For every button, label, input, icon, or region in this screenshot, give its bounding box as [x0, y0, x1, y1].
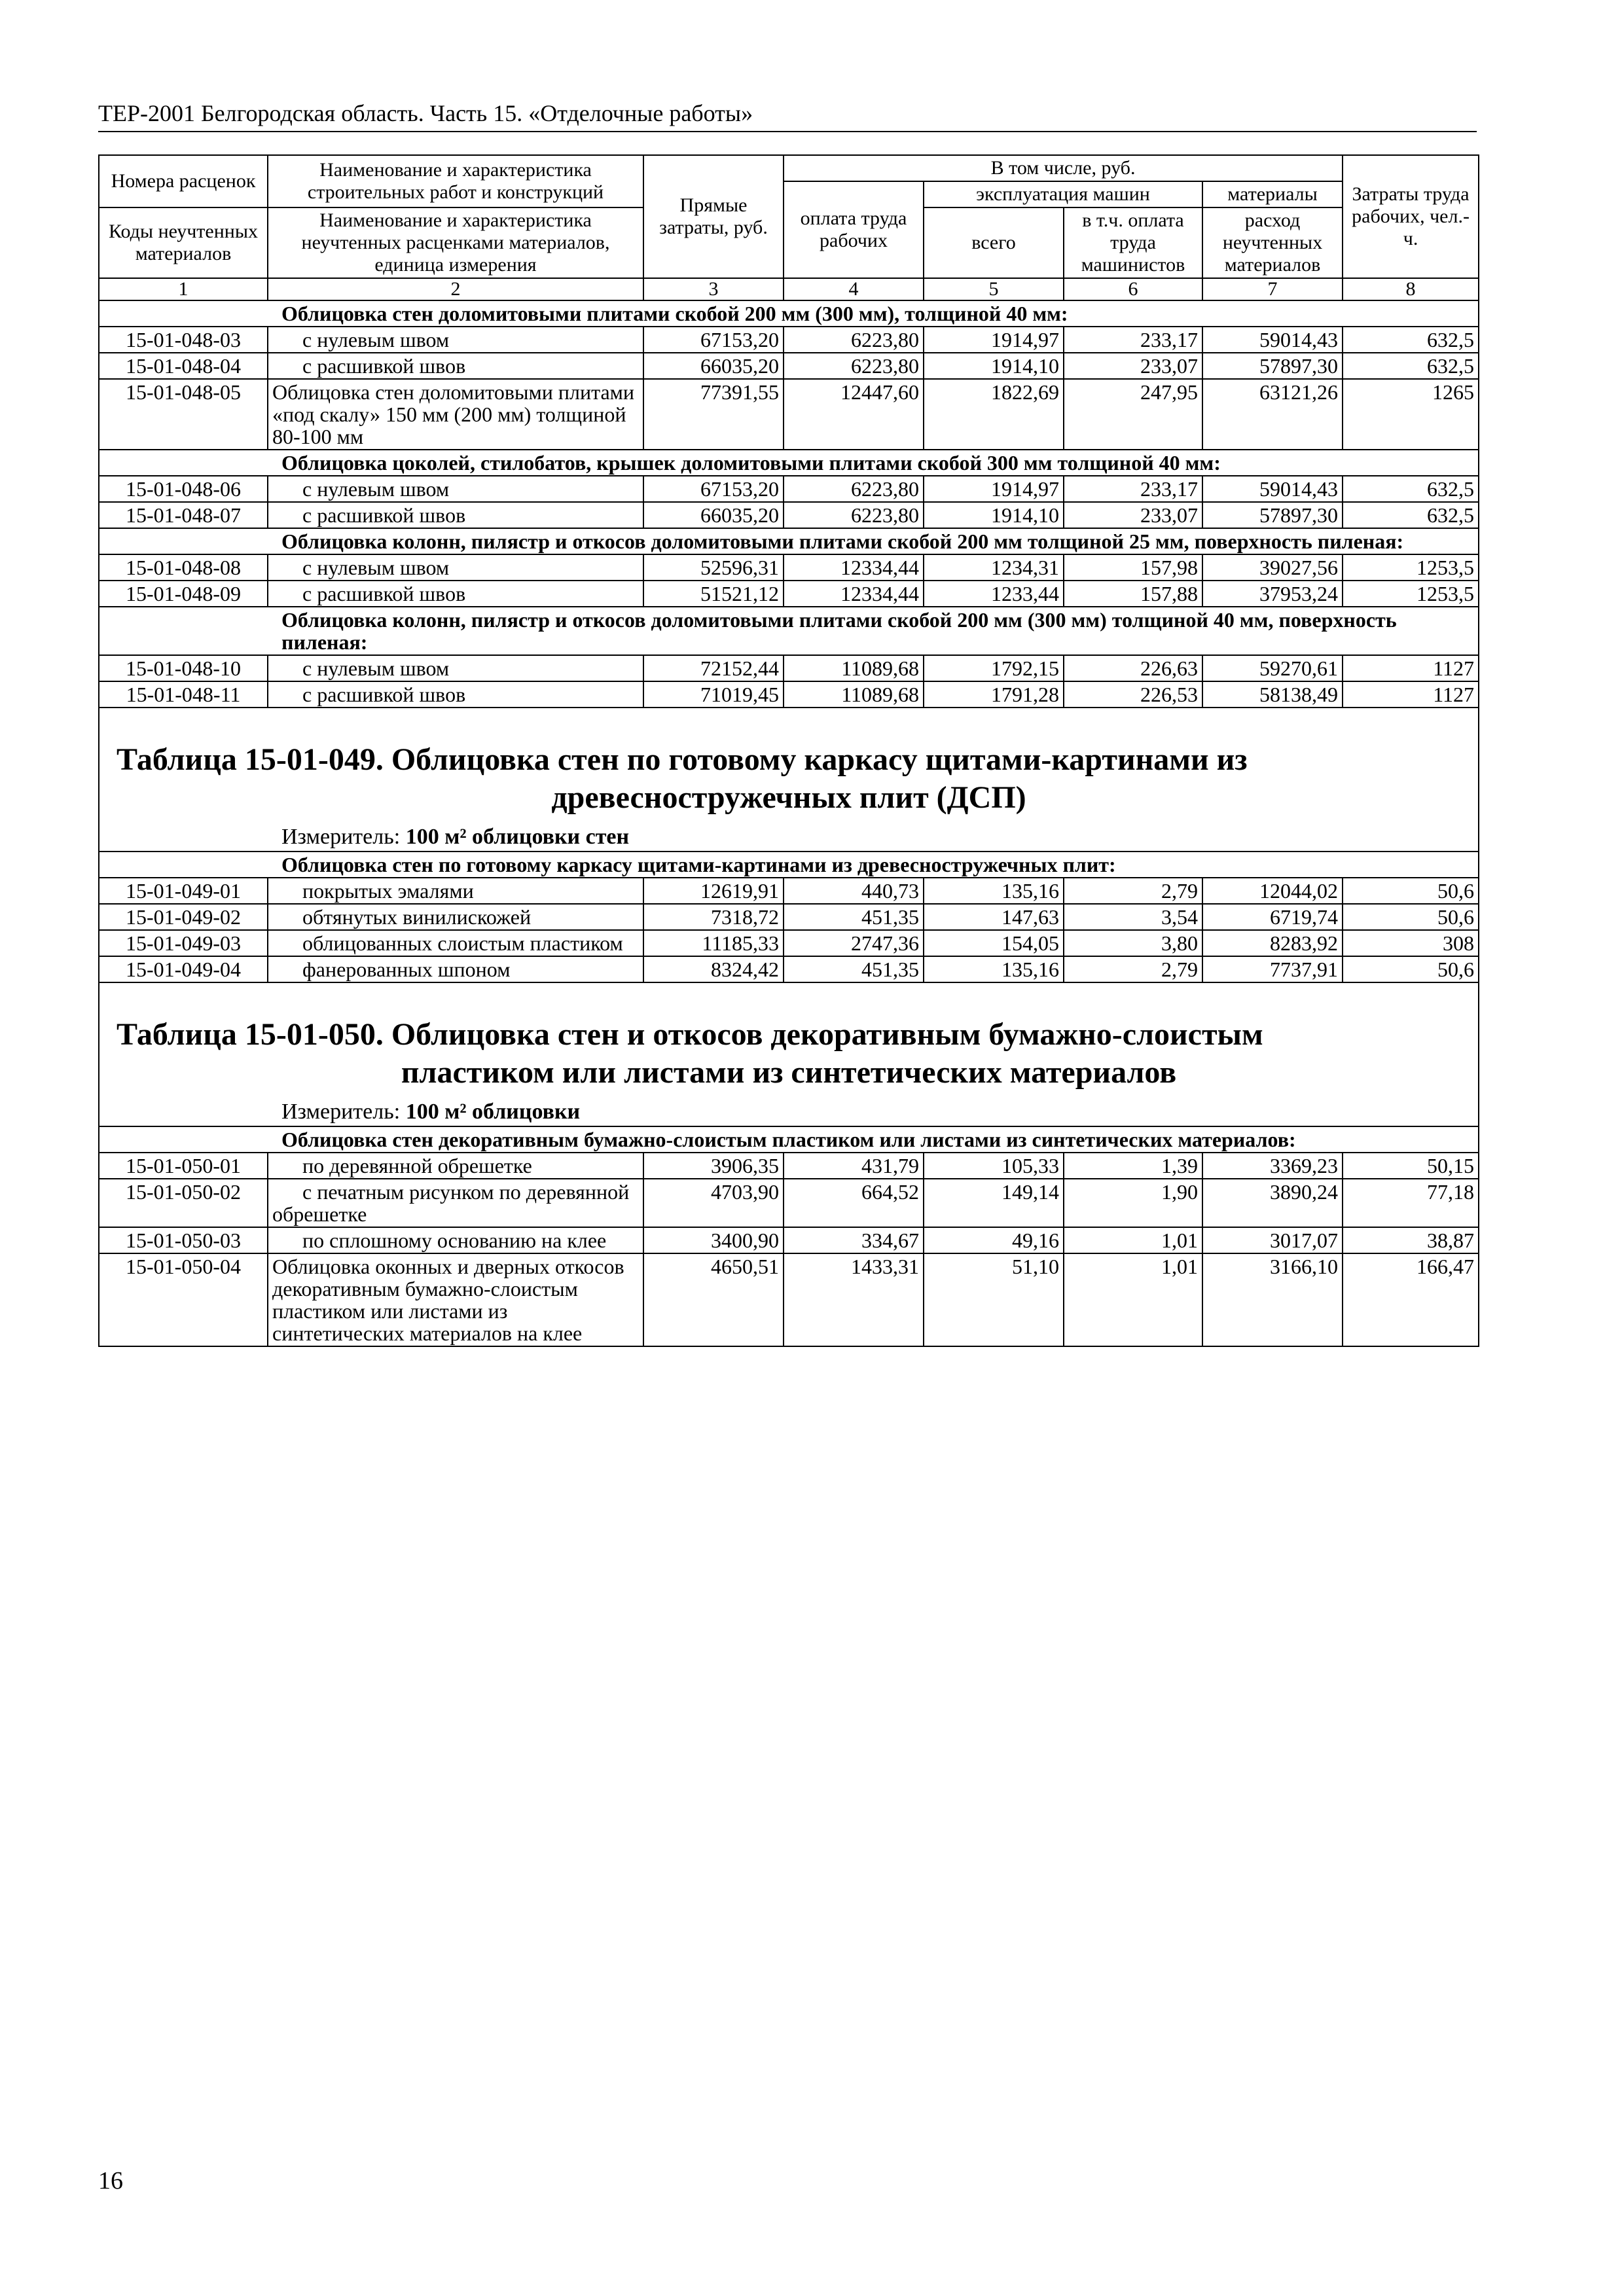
- value-hours: 308: [1343, 930, 1479, 956]
- value-labor: 12447,60: [784, 379, 924, 450]
- value-hours: 1253,5: [1343, 554, 1479, 581]
- value-mach: 1914,10: [924, 502, 1064, 528]
- value-mach-labor: 2,79: [1064, 956, 1202, 982]
- value-hours: 50,6: [1343, 878, 1479, 904]
- rate-code: 15-01-048-10: [99, 655, 268, 681]
- value-hours: 50,15: [1343, 1153, 1479, 1179]
- work-name: Облицовка стен доломитовыми плитами «под скалу» 150 мм (200 мм) толщиной 80-100 мм: [268, 379, 643, 450]
- header-machines-total: всего: [924, 207, 1064, 278]
- value-mach-labor: 226,53: [1064, 681, 1202, 708]
- table-title-line: пластиком или листами из синтетических материалов: [401, 1055, 1177, 1090]
- value-mat: 8283,92: [1202, 930, 1343, 956]
- value-mat: 63121,26: [1202, 379, 1343, 450]
- value-mach-labor: 1,01: [1064, 1227, 1202, 1253]
- value-mach-labor: 233,07: [1064, 353, 1202, 379]
- work-name: покрытых эмалями: [268, 878, 643, 904]
- value-mach: 1792,15: [924, 655, 1064, 681]
- work-name: фанерованных шпоном: [268, 956, 643, 982]
- value-labor: 6223,80: [784, 476, 924, 502]
- measure-unit: [99, 822, 1479, 852]
- value-labor: 440,73: [784, 878, 924, 904]
- work-name: по сплошному основанию на клее: [268, 1227, 643, 1253]
- page-number: 16: [98, 2167, 123, 2195]
- rate-code: 15-01-048-09: [99, 581, 268, 607]
- measure-value: 100 м² облицовки стен: [405, 825, 630, 849]
- measure-row: [99, 1097, 1479, 1126]
- work-name: с расшивкой швов: [268, 502, 643, 528]
- value-mach: 1914,97: [924, 327, 1064, 353]
- value-mat: 3369,23: [1202, 1153, 1343, 1179]
- table-row: [99, 1153, 1479, 1179]
- table-row: [99, 930, 1479, 956]
- measure-value: 100 м² облицовки: [405, 1100, 581, 1124]
- value-mach-labor: 1,01: [1064, 1253, 1202, 1346]
- value-mat: 7737,91: [1202, 956, 1343, 982]
- measure-row: [99, 822, 1479, 852]
- value-direct: 11185,33: [643, 930, 784, 956]
- value-labor: 6223,80: [784, 353, 924, 379]
- value-mach: 1914,97: [924, 476, 1064, 502]
- value-mach-labor: 226,63: [1064, 655, 1202, 681]
- value-mat: 57897,30: [1202, 502, 1343, 528]
- table-row: [99, 655, 1479, 681]
- rate-code: 15-01-048-07: [99, 502, 268, 528]
- value-mach: 1822,69: [924, 379, 1064, 450]
- value-mach: 1234,31: [924, 554, 1064, 581]
- value-direct: 67153,20: [643, 476, 784, 502]
- column-number: 3: [643, 278, 784, 300]
- column-number: 8: [1343, 278, 1479, 300]
- column-number: 2: [268, 278, 643, 300]
- value-mat: 59014,43: [1202, 327, 1343, 353]
- section-heading: Облицовка стен доломитовыми плитами скобой 200 мм (300 мм), толщиной 40 мм:: [99, 300, 1479, 327]
- value-direct: 8324,42: [643, 956, 784, 982]
- value-mat: 12044,02: [1202, 878, 1343, 904]
- section-heading-row: [99, 607, 1479, 655]
- measure-unit: [99, 1097, 1479, 1126]
- value-direct: 7318,72: [643, 904, 784, 930]
- value-hours: 77,18: [1343, 1179, 1479, 1227]
- table-row: [99, 379, 1479, 450]
- rate-code: 15-01-049-04: [99, 956, 268, 982]
- value-hours: 1127: [1343, 681, 1479, 708]
- value-labor: 12334,44: [784, 581, 924, 607]
- value-mat: 3017,07: [1202, 1227, 1343, 1253]
- rate-code: 15-01-048-06: [99, 476, 268, 502]
- column-numbers-row: [99, 278, 1479, 300]
- value-mach-labor: 233,07: [1064, 502, 1202, 528]
- header-operators-pay: в т.ч. оплата труда машинистов: [1064, 207, 1202, 278]
- value-hours: 166,47: [1343, 1253, 1479, 1346]
- section-heading-row: [99, 450, 1479, 476]
- value-mat: 3890,24: [1202, 1179, 1343, 1227]
- header-direct-costs: Прямые затраты, руб.: [643, 155, 784, 278]
- value-mach: 154,05: [924, 930, 1064, 956]
- work-name: с нулевым швом: [268, 655, 643, 681]
- section-heading: Облицовка стен декоративным бумажно-слоистым пластиком или листами из синтетических материалов:: [99, 1126, 1479, 1153]
- work-name: облицованных слоистым пластиком: [268, 930, 643, 956]
- value-labor: 334,67: [784, 1227, 924, 1253]
- header-labor-hours: Затраты труда рабочих, чел.-ч.: [1343, 155, 1479, 278]
- table-row: [99, 1253, 1479, 1346]
- value-direct: 67153,20: [643, 327, 784, 353]
- table-row: [99, 956, 1479, 982]
- table-row: [99, 327, 1479, 353]
- value-direct: 66035,20: [643, 353, 784, 379]
- rate-code: 15-01-048-03: [99, 327, 268, 353]
- value-direct: 51521,12: [643, 581, 784, 607]
- value-labor: 6223,80: [784, 327, 924, 353]
- running-header: ТЕР-2001 Белгородская область. Часть 15. «Отделочные работы»: [98, 98, 1477, 132]
- value-mach-labor: 2,79: [1064, 878, 1202, 904]
- value-direct: 71019,45: [643, 681, 784, 708]
- value-mach-labor: 157,88: [1064, 581, 1202, 607]
- value-labor: 2747,36: [784, 930, 924, 956]
- column-number: 7: [1202, 278, 1343, 300]
- header-material-names: Наименование и характеристика неучтенных расценками материалов, единица измерения: [268, 207, 643, 278]
- value-labor: 1433,31: [784, 1253, 924, 1346]
- work-name: с расшивкой швов: [268, 581, 643, 607]
- table-row: [99, 1179, 1479, 1227]
- value-mat: 6719,74: [1202, 904, 1343, 930]
- value-direct: 4650,51: [643, 1253, 784, 1346]
- work-name: с печатным рисунком по деревянной обрешетке: [268, 1179, 643, 1227]
- rate-code: 15-01-050-01: [99, 1153, 268, 1179]
- section-heading: Облицовка колонн, пилястр и откосов доломитовыми плитами скобой 200 мм толщиной 25 мм, поверхность пиленая:: [99, 528, 1479, 554]
- value-direct: 52596,31: [643, 554, 784, 581]
- value-mach: 49,16: [924, 1227, 1064, 1253]
- section-heading: Облицовка цоколей, стилобатов, крышек доломитовыми плитами скобой 300 мм толщиной 40 мм:: [99, 450, 1479, 476]
- rate-code: 15-01-049-03: [99, 930, 268, 956]
- header-worker-pay: оплата труда рабочих: [784, 181, 924, 278]
- work-name: Облицовка оконных и дверных откосов декоративным бумажно-слоистым пластиком или листами из синтетических материалов на клее: [268, 1253, 643, 1346]
- value-mach: 147,63: [924, 904, 1064, 930]
- table-body: [99, 155, 1479, 1346]
- header-machines: эксплуатация машин: [924, 181, 1202, 207]
- value-hours: 50,6: [1343, 904, 1479, 930]
- value-hours: 38,87: [1343, 1227, 1479, 1253]
- rate-code: 15-01-050-02: [99, 1179, 268, 1227]
- column-number: 6: [1064, 278, 1202, 300]
- value-mat: 59270,61: [1202, 655, 1343, 681]
- value-hours: 632,5: [1343, 353, 1479, 379]
- work-name: обтянутых винилискожей: [268, 904, 643, 930]
- column-number: 1: [99, 278, 268, 300]
- value-hours: 1253,5: [1343, 581, 1479, 607]
- value-mach: 105,33: [924, 1153, 1064, 1179]
- header-materials: материалы: [1202, 181, 1343, 207]
- value-hours: 50,6: [1343, 956, 1479, 982]
- section-heading-row: [99, 300, 1479, 327]
- value-mach: 1233,44: [924, 581, 1064, 607]
- value-labor: 12334,44: [784, 554, 924, 581]
- value-direct: 77391,55: [643, 379, 784, 450]
- value-labor: 431,79: [784, 1153, 924, 1179]
- table-row: [99, 502, 1479, 528]
- table-row: [99, 353, 1479, 379]
- table-title-line: Таблица 15-01-049. Облицовка стен по готовому каркасу щитами-картинами из: [117, 742, 1248, 777]
- value-mat: 37953,24: [1202, 581, 1343, 607]
- value-labor: 664,52: [784, 1179, 924, 1227]
- value-hours: 632,5: [1343, 502, 1479, 528]
- value-mach: 135,16: [924, 956, 1064, 982]
- header-row-1: [99, 155, 1479, 181]
- value-direct: 12619,91: [643, 878, 784, 904]
- header-material-codes: Коды неучтенных материалов: [99, 207, 268, 278]
- value-direct: 66035,20: [643, 502, 784, 528]
- value-mach-labor: 247,95: [1064, 379, 1202, 450]
- work-name: с нулевым швом: [268, 554, 643, 581]
- value-mach-labor: 1,39: [1064, 1153, 1202, 1179]
- work-name: с нулевым швом: [268, 327, 643, 353]
- table-title-line: Таблица 15-01-050. Облицовка стен и откосов декоративным бумажно-слоистым: [117, 1017, 1263, 1052]
- value-mat: 39027,56: [1202, 554, 1343, 581]
- value-mach-labor: 233,17: [1064, 327, 1202, 353]
- rate-code: 15-01-050-03: [99, 1227, 268, 1253]
- price-table: [98, 154, 1479, 1347]
- header-material-consumption: расход неучтенных материалов: [1202, 207, 1343, 278]
- value-mat: 59014,43: [1202, 476, 1343, 502]
- value-mach-labor: 3,54: [1064, 904, 1202, 930]
- value-direct: 4703,90: [643, 1179, 784, 1227]
- value-mach-labor: 157,98: [1064, 554, 1202, 581]
- table-title-line: древесностружечных плит (ДСП): [551, 780, 1026, 815]
- column-number: 5: [924, 278, 1064, 300]
- measure-label: Измеритель:: [281, 825, 401, 849]
- work-name: с расшивкой швов: [268, 681, 643, 708]
- table-row: [99, 476, 1479, 502]
- table-row: [99, 1227, 1479, 1253]
- rate-code: 15-01-048-08: [99, 554, 268, 581]
- value-labor: 11089,68: [784, 681, 924, 708]
- value-mach-labor: 3,80: [1064, 930, 1202, 956]
- table-title-row: [99, 708, 1479, 822]
- rate-code: 15-01-048-04: [99, 353, 268, 379]
- value-mat: 3166,10: [1202, 1253, 1343, 1346]
- value-mat: 58138,49: [1202, 681, 1343, 708]
- section-heading-row: [99, 528, 1479, 554]
- rate-code: 15-01-049-01: [99, 878, 268, 904]
- value-mach-labor: 1,90: [1064, 1179, 1202, 1227]
- table-row: [99, 554, 1479, 581]
- value-mat: 57897,30: [1202, 353, 1343, 379]
- column-number: 4: [784, 278, 924, 300]
- value-hours: 632,5: [1343, 476, 1479, 502]
- section-heading: Облицовка колонн, пилястр и откосов доломитовыми плитами скобой 200 мм (300 мм) толщиной 40 мм, поверхность пиленая:: [99, 607, 1479, 655]
- value-hours: 1265: [1343, 379, 1479, 450]
- value-hours: 632,5: [1343, 327, 1479, 353]
- rate-code: 15-01-049-02: [99, 904, 268, 930]
- table-row: [99, 878, 1479, 904]
- value-mach: 1914,10: [924, 353, 1064, 379]
- header-including: В том числе, руб.: [784, 155, 1343, 181]
- value-direct: 3400,90: [643, 1227, 784, 1253]
- section-heading-row: [99, 852, 1479, 878]
- value-mach: 135,16: [924, 878, 1064, 904]
- value-labor: 451,35: [784, 904, 924, 930]
- value-mach: 1791,28: [924, 681, 1064, 708]
- table-row: [99, 681, 1479, 708]
- table-title: [99, 708, 1479, 822]
- value-mach: 51,10: [924, 1253, 1064, 1346]
- table-title: [99, 982, 1479, 1097]
- header-work-name: Наименование и характеристика строительных работ и конструкций: [268, 155, 643, 207]
- rate-code: 15-01-048-11: [99, 681, 268, 708]
- table-title-row: [99, 982, 1479, 1097]
- value-direct: 72152,44: [643, 655, 784, 681]
- header-rate-numbers: Номера расценок: [99, 155, 268, 207]
- value-labor: 451,35: [784, 956, 924, 982]
- value-labor: 6223,80: [784, 502, 924, 528]
- table-row: [99, 904, 1479, 930]
- rate-code: 15-01-050-04: [99, 1253, 268, 1346]
- work-name: по деревянной обрешетке: [268, 1153, 643, 1179]
- work-name: с расшивкой швов: [268, 353, 643, 379]
- measure-label: Измеритель:: [281, 1100, 401, 1124]
- work-name: с нулевым швом: [268, 476, 643, 502]
- table-row: [99, 581, 1479, 607]
- value-mach-labor: 233,17: [1064, 476, 1202, 502]
- value-mach: 149,14: [924, 1179, 1064, 1227]
- section-heading-row: [99, 1126, 1479, 1153]
- value-direct: 3906,35: [643, 1153, 784, 1179]
- value-hours: 1127: [1343, 655, 1479, 681]
- section-heading: Облицовка стен по готовому каркасу щитами-картинами из древесностружечных плит:: [99, 852, 1479, 878]
- rate-code: 15-01-048-05: [99, 379, 268, 450]
- value-labor: 11089,68: [784, 655, 924, 681]
